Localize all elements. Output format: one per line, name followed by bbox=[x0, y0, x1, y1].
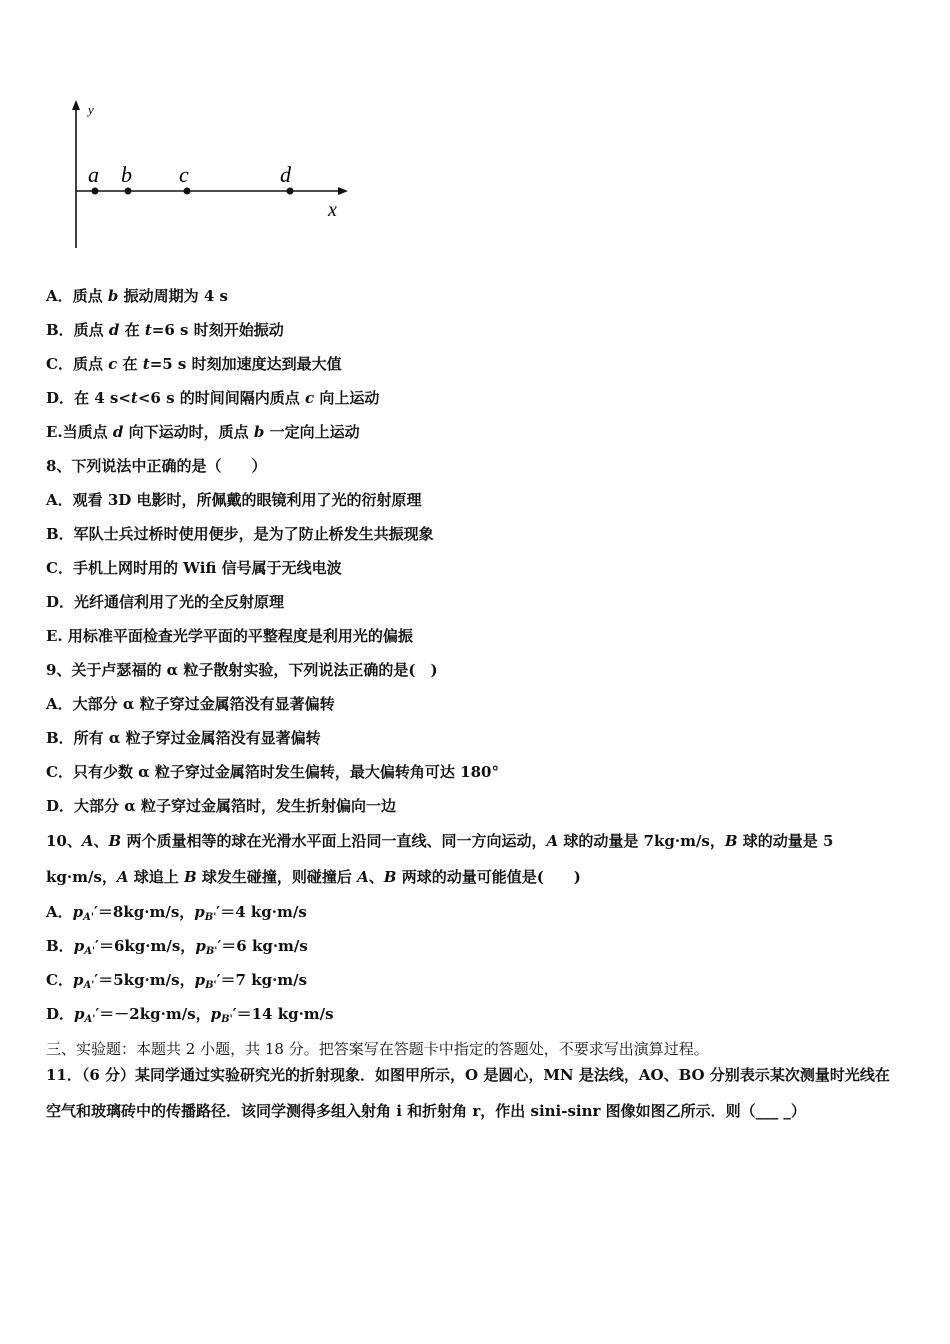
point-label-c: c bbox=[179, 162, 189, 187]
q10-option-a: A．$p_{A'}'=8kg\cdot m/s$，$p_{B'}'=4$ kg·m/s bbox=[46, 903, 307, 923]
section-3-heading: 三、实验题：本题共 2 小题，共 18 分。把答案写在答题卡中指定的答题处，不要求写出演算过程。 bbox=[46, 1040, 709, 1058]
point-label-a: a bbox=[88, 162, 99, 187]
q9-stem: 9、关于卢瑟福的 α 粒子散射实验，下列说法正确的是( ) bbox=[46, 661, 438, 679]
q9-option-c: C．只有少数 α 粒子穿过金属箔时发生偏转，最大偏转角可达 180° bbox=[46, 763, 499, 781]
q10-option-c: C．$p_{A'}'=5kg\cdot m/s$，$p_{B'}'=7$ kg·m/s bbox=[46, 971, 308, 991]
q8-option-c: C．手机上网时用的 Wifi 信号属于无线电波 bbox=[46, 559, 342, 577]
point-a bbox=[92, 188, 99, 195]
point-d bbox=[287, 188, 294, 195]
q9-option-d: D．大部分 α 粒子穿过金属箔时，发生折射偏向一边 bbox=[46, 797, 396, 815]
q7-option-b: B．质点 d 在 t=6 s 时刻开始振动 bbox=[46, 321, 284, 339]
q7-option-e: E.当质点 d 向下运动时，质点 b 一定向上运动 bbox=[46, 423, 360, 441]
q7-option-a: A．质点 b 振动周期为 4 s bbox=[46, 287, 228, 305]
q9-option-b: B．所有 α 粒子穿过金属箔没有显著偏转 bbox=[46, 729, 321, 747]
q7-option-d: D．在 4 s<t<6 s 的时间间隔内质点 c 向上运动 bbox=[46, 389, 380, 407]
q10-stem: 10、A、B 两个质量相等的球在光滑水平面上沿同一直线、同一方向运动，A 球的动量是 7kg·m/s，B 球的动量是 5 kg·m/s，A 球追上 B 球发生碰撞，则碰撞后 A、B 两球的动量可能值是( ) bbox=[46, 832, 834, 886]
q11-stem: 11．（6 分）某同学通过实验研究光的折射现象．如图甲所示，O 是圆心，MN 是法线，AO、BO 分别表示某次测量时光线在空气和玻璃砖中的传播路径．该同学测得多组入射角 i 和折射角 r，作出 sini-sinr 图像如图乙所示．则（___ _） bbox=[46, 1066, 890, 1120]
q7-option-c: C．质点 c 在 t=5 s 时刻加速度达到最大值 bbox=[46, 355, 342, 373]
point-c bbox=[184, 188, 191, 195]
q8-option-b: B．军队士兵过桥时使用便步，是为了防止桥发生共振现象 bbox=[46, 525, 434, 543]
q10-option-d: D．$p_{A'}'=-2kg\cdot m/s$，$p_{B'}'=14$ kg·m/s bbox=[46, 1005, 334, 1025]
y-axis-arrow bbox=[72, 100, 80, 110]
wave-axis-figure bbox=[60, 96, 360, 256]
x-axis-arrow bbox=[338, 187, 348, 195]
point-b bbox=[125, 188, 132, 195]
point-label-d: d bbox=[280, 162, 291, 187]
q10-option-b: B．$p_{A'}'=6kg\cdot m/s$，$p_{B'}'=6$ kg·m/s bbox=[46, 937, 308, 957]
q8-option-d: D．光纤通信利用了光的全反射原理 bbox=[46, 593, 285, 611]
q8-option-e: E. 用标准平面检查光学平面的平整程度是利用光的偏振 bbox=[46, 627, 413, 645]
point-label-b: b bbox=[121, 162, 132, 187]
q8-stem: 8、下列说法中正确的是（ ） bbox=[46, 457, 267, 475]
q9-option-a: A．大部分 α 粒子穿过金属箔没有显著偏转 bbox=[46, 695, 335, 713]
q8-option-a: A．观看 3D 电影时，所佩戴的眼镜利用了光的衍射原理 bbox=[46, 491, 422, 509]
x-axis-label: x bbox=[328, 199, 337, 221]
y-axis-label: y bbox=[88, 102, 94, 117]
